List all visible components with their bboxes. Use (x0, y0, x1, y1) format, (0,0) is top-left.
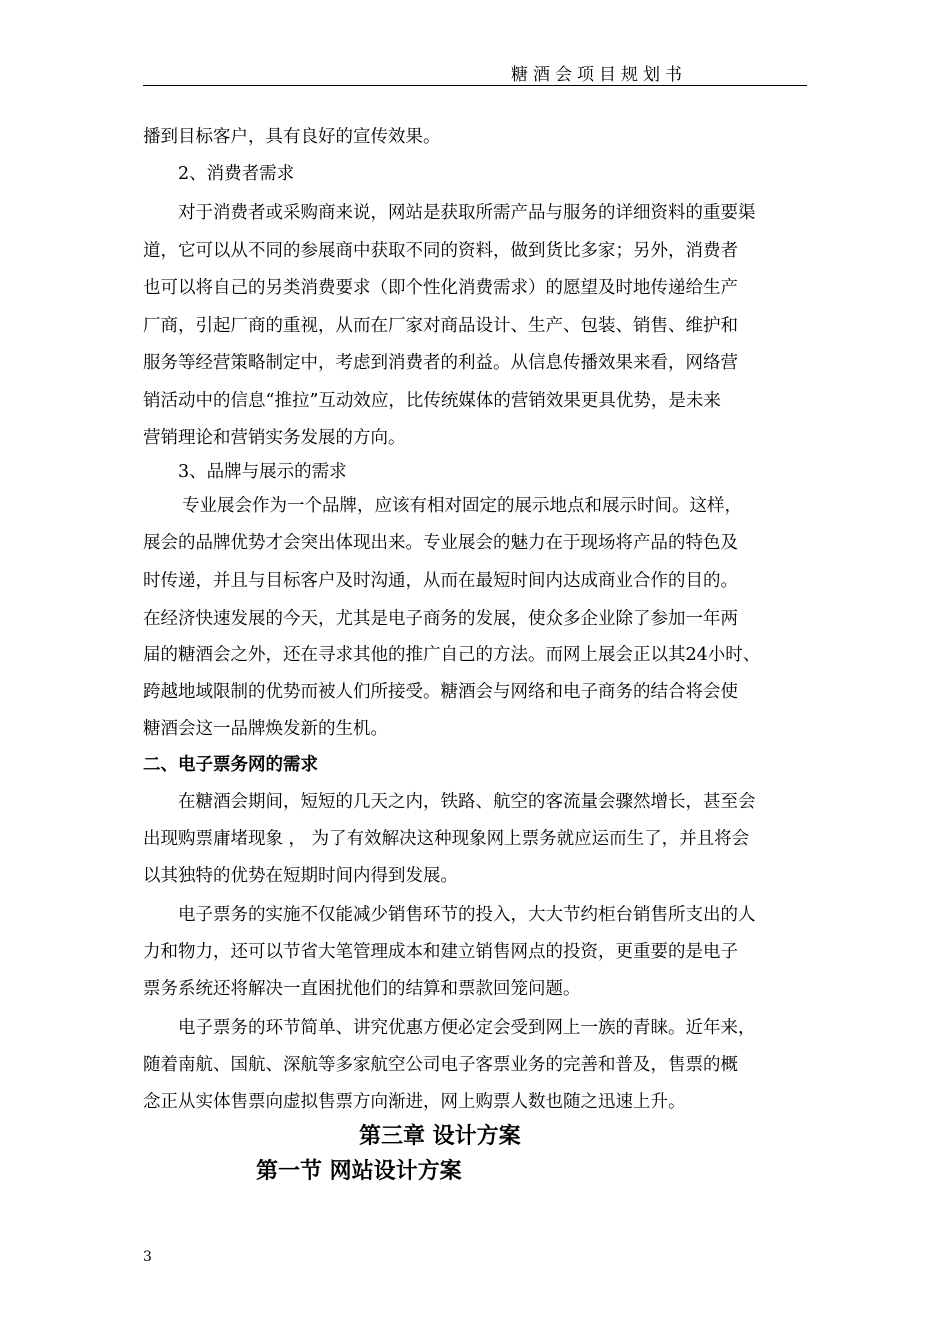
paragraph-line: 对于消费者或采购商来说，网站是获取所需产品与服务的详细资料的重要渠 (178, 203, 756, 223)
header-title: 糖酒会项目规划书 (511, 65, 687, 85)
paragraph-line: 力和物力，还可以节省大笔管理成本和建立销售网点的投资，更重要的是电子 (143, 942, 738, 962)
subheading-brand-display: 3、品牌与展示的需求 (178, 462, 347, 482)
chapter-title: 第三章 设计方案 (359, 1124, 521, 1149)
section-heading-ticketing: 二、电子票务网的需求 (143, 755, 318, 775)
paragraph-line: 展会的品牌优势才会突出体现出来。专业展会的魅力在于现场将产品的特色及 (143, 533, 738, 553)
paragraph-line: 届的糖酒会之外，还在寻求其他的推广自己的方法。而网上展会正以其24小时、 (143, 645, 761, 665)
paragraph-line: 服务等经营策略制定中，考虑到消费者的利益。从信息传播效果来看，网络营 (143, 353, 738, 373)
paragraph-line: 糖酒会这一品牌焕发新的生机。 (143, 719, 388, 739)
paragraph-line: 电子票务的实施不仅能减少销售环节的投入，大大节约柜台销售所支出的人 (178, 905, 756, 925)
paragraph-line: 在糖酒会期间，短短的几天之内，铁路、航空的客流量会骤然增长，甚至会 (178, 792, 756, 812)
paragraph-line: 道，它可以从不同的参展商中获取不同的资料，做到货比多家；另外，消费者 (143, 241, 738, 261)
paragraph-line: 以其独特的优势在短期时间内得到发展。 (143, 866, 458, 886)
paragraph-line: 念正从实体售票向虚拟售票方向渐进，网上购票人数也随之迅速上升。 (143, 1092, 686, 1112)
paragraph-line: 销活动中的信息“推拉”互动效应，比传统媒体的营销效果更具优势，是未来 (143, 391, 721, 411)
header-rule (143, 85, 807, 86)
paragraph-line: 营销理论和营销实务发展的方向。 (143, 428, 406, 448)
paragraph-line: 播到目标客户，具有良好的宣传效果。 (143, 127, 441, 147)
page-number: 3 (143, 1249, 152, 1265)
paragraph-line: 在经济快速发展的今天，尤其是电子商务的发展，使众多企业除了参加一年两 (143, 609, 738, 629)
paragraph-line: 票务系统还将解决一直困扰他们的结算和票款回笼问题。 (143, 979, 581, 999)
paragraph-line: 时传递，并且与目标客户及时沟通，从而在最短时间内达成商业合作的目的。 (143, 571, 738, 591)
paragraph-line: 专业展会作为一个品牌，应该有相对固定的展示地点和展示时间。这样， (182, 496, 742, 516)
section-title: 第一节 网站设计方案 (256, 1159, 462, 1184)
subheading-consumer-needs: 2、消费者需求 (178, 164, 295, 184)
paragraph-line: 随着南航、国航、深航等多家航空公司电子客票业务的完善和普及，售票的概 (143, 1055, 738, 1075)
paragraph-line: 电子票务的环节简单、讲究优惠方便必定会受到网上一族的青睐。近年来， (178, 1018, 756, 1038)
paragraph-line: 跨越地域限制的优势而被人们所接受。糖酒会与网络和电子商务的结合将会使 (143, 682, 738, 702)
paragraph-line: 厂商，引起厂商的重视，从而在厂家对商品设计、生产、包装、销售、维护和 (143, 316, 738, 336)
paragraph-line: 出现购票庸堵现象 ， 为了有效解决这种现象网上票务就应运而生了，并且将会 (143, 829, 750, 849)
paragraph-line: 也可以将自己的另类消费要求（即个性化消费需求）的愿望及时地传递给生产 (143, 278, 738, 298)
